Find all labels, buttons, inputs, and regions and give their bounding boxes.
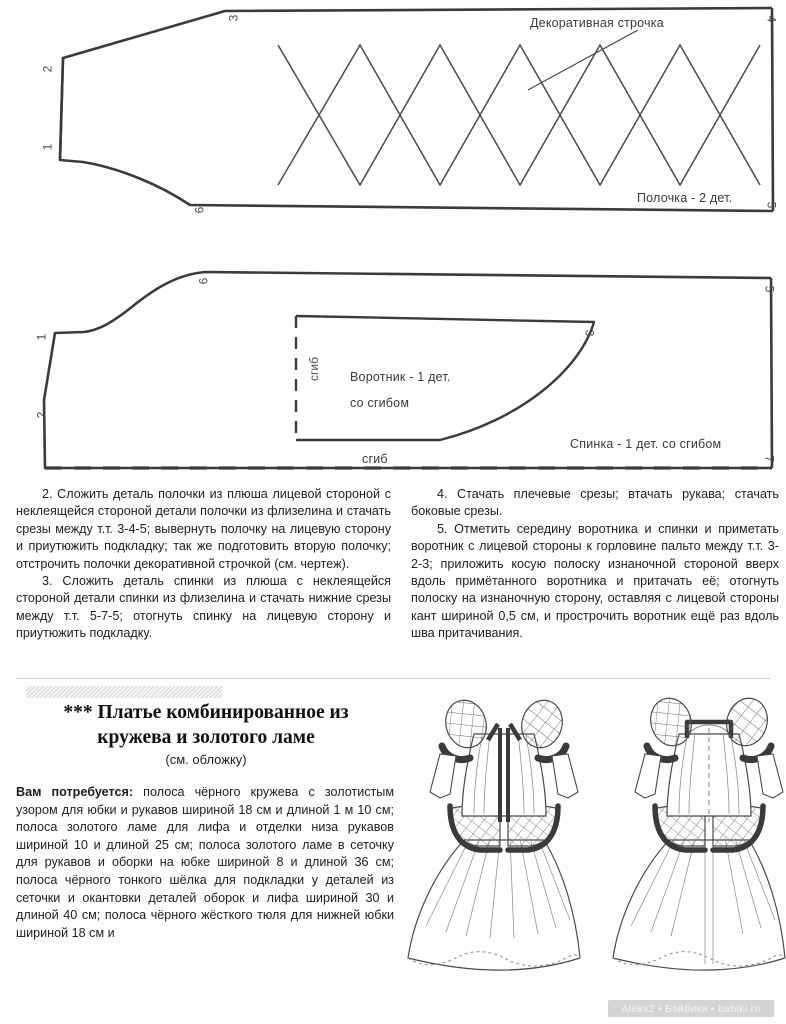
point-number-6-front: 6 [192,206,207,214]
point-number-7-back: 7 [762,455,777,463]
dress-illustrations [404,688,786,988]
dress-back-view [613,693,785,970]
article-title-line2: кружева и золотого ламе [97,727,315,748]
collar-piece-label-line1: Воротник - 1 дет. [350,370,451,384]
pattern-diagram-area [0,0,786,482]
point-number-6-back: 6 [196,277,211,285]
decorative-stitch-label: Декоративная строчка [530,16,664,30]
instruction-step-3: 3. Сложить деталь спинки из плюша с неклеящейся стороной детали спинки из флизелина и стачать нижние срезы между т.т. 5-7-5; отогнуть спинку на лицевую сторону и приутюжить подкладку. [16,574,391,641]
site-watermark: Aleks2 • Бэйбики • babiki.ru [608,1000,774,1017]
instructions-left-column [16,486,391,643]
instruction-step-4: 4. Стачать плечевые срезы; втачать рукава; стачать боковые срезы. [411,487,779,519]
collar-piece-label-line2: со сгибом [350,396,410,410]
back-piece-right-edge [771,278,772,468]
materials-text: полоса чёрного кружева с золотистым узором для юбки и рукавов шириной 18 см и длиной 1 м 10 см; полоса золотого ламе для лифа и отделки низа рукавов шириной 10 и длиной 25 см; полоса золотого ламе в сеточку для рукавов и оборки на юбке шириной 8 и длиной 36 см; полоса чёрного тонкого шёлка для подкладки у деталей из сеточки и окантовки деталей оборок и лифа шириной 30 и длиной 40 см; полоса чёрного жёсткого тюля для нижней юбки шириной 18 см и [16,785,395,940]
back-piece-label: Спинка - 1 дет. со сгибом [570,437,722,451]
collar-fold-label-side: сгиб [306,357,321,381]
materials-block [16,784,394,942]
instructions-area [0,486,786,676]
instructions-right-column [411,486,779,643]
decorative-band [26,686,222,698]
point-number-1-front: 1 [40,143,55,151]
point-number-5-back: 5 [762,285,777,293]
dress-illustration-svg [404,688,786,988]
article-title-line1: *** Платье комбинированное из [63,702,349,723]
article-heading-block [12,700,400,767]
point-number-2-front: 2 [40,65,55,73]
section-divider [16,678,770,679]
point-number-1-back: 1 [34,333,49,341]
point-number-2-back: 2 [34,411,49,419]
point-number-5-front: 5 [764,201,779,209]
front-piece-label: Полочка - 2 дет. [637,191,733,205]
point-number-4-front: 4 [764,15,779,23]
instruction-step-5: 5. Отметить середину воротника и спинки и приметать воротник с лицевой стороны к горловине пальто между т.т. 3-2-3; приложить косую полоску изнаночной стороной вверх вдоль примётанного воротника и притачать её; отогнуть полоску на изнаночную сторону, оставляя с лицевой стороны кант шириной 0,5 см, и прострочить воротник ещё раз вдоль шва притачивания. [411,521,779,641]
back-fold-label-bottom: сгиб [362,452,388,466]
article-section [0,684,786,1024]
point-number-3-collar: 3 [582,329,597,337]
dress-front-view [408,695,580,970]
point-number-3-front: 3 [226,14,241,22]
instruction-step-2: 2. Сложить деталь полочки из плюша лицевой стороной с неклеящейся стороной детали полочки из флизелина и стачать срезы между т.т. 3-4-5; вывернуть полочку на лицевую сторону и приутюжить подкладку; так же подготовить вторую полочку; отстрочить полочки декоративной строчкой (см. чертеж). [16,487,391,571]
materials-heading: Вам потребуется: [16,785,134,799]
article-subtitle: (см. обложку) [165,752,247,767]
